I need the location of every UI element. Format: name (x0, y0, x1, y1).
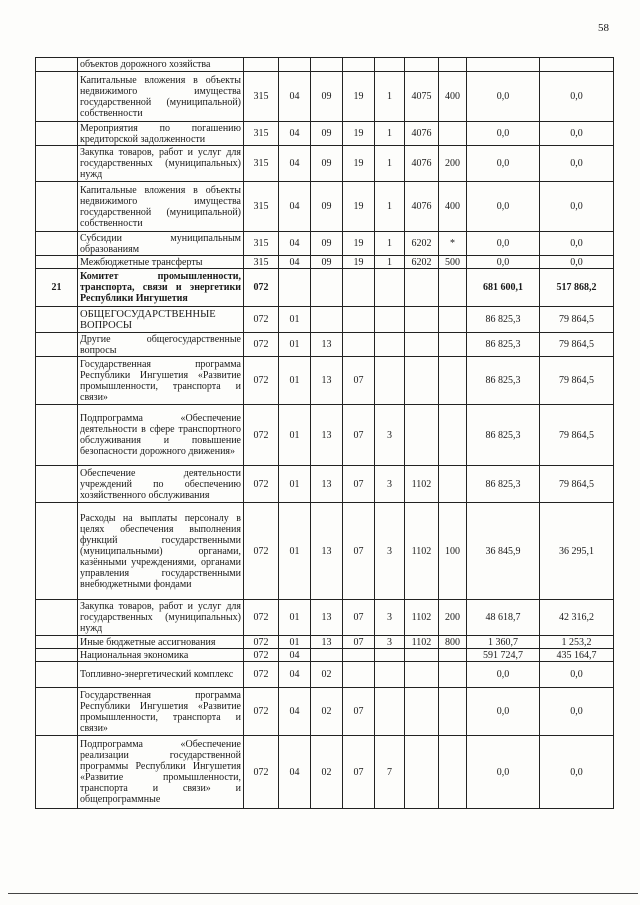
amount-actual-cell: 79 864,5 (540, 333, 614, 357)
expense-name-cell: Субсидии муниципальным образованиям (78, 232, 244, 256)
section-code-cell: 04 (279, 688, 311, 736)
section-code-cell: 01 (279, 357, 311, 405)
amount-plan-cell: 86 825,3 (467, 466, 540, 503)
table-row (36, 232, 614, 256)
subsection-code-cell: 13 (311, 357, 343, 405)
ministry-code-cell: 072 (244, 662, 279, 688)
subsection-code-cell: 13 (311, 503, 343, 600)
subsection-code-cell: 09 (311, 232, 343, 256)
table-row (36, 636, 614, 649)
section-code-cell: 01 (279, 636, 311, 649)
expense-type-code-cell: 400 (439, 182, 467, 232)
expense-name-cell: Комитет промышленности, транспорта, связи и энергетики Республики Ингушетия (78, 269, 244, 307)
amount-actual-cell: 79 864,5 (540, 405, 614, 466)
expense-type-code-cell: * (439, 232, 467, 256)
amount-actual-cell: 79 864,5 (540, 307, 614, 333)
program-code-cell: 07 (343, 600, 375, 636)
expense-type-code-cell (439, 466, 467, 503)
ministry-code-cell: 072 (244, 466, 279, 503)
amount-actual-cell: 0,0 (540, 256, 614, 269)
expense-type-code-cell (439, 662, 467, 688)
target-code-cell (405, 269, 439, 307)
amount-actual-cell: 517 868,2 (540, 269, 614, 307)
expense-type-code-cell: 200 (439, 600, 467, 636)
table-row (36, 600, 614, 636)
section-code-cell: 01 (279, 333, 311, 357)
amount-plan-cell: 591 724,7 (467, 649, 540, 662)
expense-name-cell: Закупка товаров, работ и услуг для государственных (муниципальных) нужд (78, 600, 244, 636)
page-number: 58 (598, 22, 609, 34)
row-index-cell (36, 503, 78, 600)
ministry-code-cell: 072 (244, 357, 279, 405)
expense-name-cell: Топливно-энергетический комплекс (78, 662, 244, 688)
target-code-cell (405, 58, 439, 72)
expense-type-code-cell (439, 736, 467, 809)
amount-actual-cell: 0,0 (540, 688, 614, 736)
target-code-cell: 4076 (405, 182, 439, 232)
section-code-cell: 04 (279, 232, 311, 256)
table-row (36, 122, 614, 146)
target-code-cell: 1102 (405, 466, 439, 503)
section-code-cell: 04 (279, 182, 311, 232)
subprogram-code-cell (375, 269, 405, 307)
expense-name-cell: Национальная экономика (78, 649, 244, 662)
target-code-cell: 4076 (405, 146, 439, 182)
expense-name-cell: Другие общегосударственные вопросы (78, 333, 244, 357)
expense-type-code-cell: 100 (439, 503, 467, 600)
amount-plan-cell: 0,0 (467, 146, 540, 182)
subsection-code-cell (311, 269, 343, 307)
section-code-cell: 04 (279, 736, 311, 809)
section-code-cell: 04 (279, 662, 311, 688)
target-code-cell (405, 688, 439, 736)
subprogram-code-cell (375, 58, 405, 72)
amount-actual-cell: 36 295,1 (540, 503, 614, 600)
target-code-cell: 1102 (405, 503, 439, 600)
row-index-cell (36, 405, 78, 466)
subprogram-code-cell (375, 333, 405, 357)
subprogram-code-cell: 3 (375, 405, 405, 466)
section-code-cell: 01 (279, 600, 311, 636)
subsection-code-cell: 02 (311, 736, 343, 809)
program-code-cell (343, 307, 375, 333)
expense-type-code-cell (439, 333, 467, 357)
expense-type-code-cell (439, 307, 467, 333)
amount-plan-cell (467, 58, 540, 72)
amount-plan-cell: 0,0 (467, 182, 540, 232)
subprogram-code-cell: 3 (375, 466, 405, 503)
table-row (36, 466, 614, 503)
row-index-cell (36, 636, 78, 649)
table-row (36, 146, 614, 182)
target-code-cell (405, 649, 439, 662)
amount-actual-cell: 1 253,2 (540, 636, 614, 649)
ministry-code-cell: 315 (244, 256, 279, 269)
program-code-cell (343, 649, 375, 662)
row-index-cell (36, 333, 78, 357)
table-row (36, 333, 614, 357)
ministry-code-cell: 315 (244, 72, 279, 122)
expense-name-cell: Обеспечение деятельности учреждений по обеспечению хозяйственного обслуживания (78, 466, 244, 503)
subprogram-code-cell (375, 688, 405, 736)
ministry-code-cell: 072 (244, 649, 279, 662)
row-index-cell: 21 (36, 269, 78, 307)
section-code-cell (279, 58, 311, 72)
amount-actual-cell: 0,0 (540, 736, 614, 809)
row-index-cell (36, 307, 78, 333)
subsection-code-cell: 13 (311, 636, 343, 649)
amount-actual-cell: 0,0 (540, 662, 614, 688)
program-code-cell: 07 (343, 503, 375, 600)
amount-plan-cell: 0,0 (467, 72, 540, 122)
amount-plan-cell: 0,0 (467, 122, 540, 146)
subsection-code-cell: 13 (311, 466, 343, 503)
table-row (36, 269, 614, 307)
expense-name-cell: Расходы на выплаты персоналу в целях обеспечения выполнения функций государственными (муниципальными) органами, казёнными учреждениями, органами управления государственными внебюджетными фондами (78, 503, 244, 600)
row-index-cell (36, 600, 78, 636)
expense-type-code-cell: 400 (439, 72, 467, 122)
amount-actual-cell: 79 864,5 (540, 466, 614, 503)
subprogram-code-cell: 3 (375, 636, 405, 649)
table-row (36, 307, 614, 333)
expense-name-cell: Государственная программа Республики Ингушетия «Развитие промышленности, транспорта и связи» (78, 357, 244, 405)
ministry-code-cell (244, 58, 279, 72)
section-code-cell: 04 (279, 256, 311, 269)
program-code-cell (343, 269, 375, 307)
table-row (36, 182, 614, 232)
program-code-cell (343, 662, 375, 688)
section-code-cell: 01 (279, 307, 311, 333)
program-code-cell: 19 (343, 146, 375, 182)
subsection-code-cell: 09 (311, 122, 343, 146)
row-index-cell (36, 232, 78, 256)
section-code-cell: 04 (279, 649, 311, 662)
target-code-cell: 6202 (405, 232, 439, 256)
ministry-code-cell: 072 (244, 503, 279, 600)
ministry-code-cell: 072 (244, 307, 279, 333)
budget-table-body (36, 58, 614, 809)
amount-actual-cell: 0,0 (540, 182, 614, 232)
ministry-code-cell: 072 (244, 269, 279, 307)
table-row (36, 503, 614, 600)
program-code-cell: 19 (343, 72, 375, 122)
target-code-cell (405, 357, 439, 405)
subsection-code-cell: 02 (311, 662, 343, 688)
subprogram-code-cell: 1 (375, 182, 405, 232)
amount-plan-cell: 86 825,3 (467, 307, 540, 333)
ministry-code-cell: 315 (244, 122, 279, 146)
row-index-cell (36, 736, 78, 809)
program-code-cell: 07 (343, 357, 375, 405)
expense-type-code-cell (439, 269, 467, 307)
expense-type-code-cell: 200 (439, 146, 467, 182)
program-code-cell (343, 58, 375, 72)
table-row (36, 662, 614, 688)
ministry-code-cell: 072 (244, 600, 279, 636)
subsection-code-cell (311, 307, 343, 333)
expense-type-code-cell: 800 (439, 636, 467, 649)
table-row (36, 256, 614, 269)
program-code-cell: 07 (343, 636, 375, 649)
subprogram-code-cell: 7 (375, 736, 405, 809)
expense-name-cell: Подпрограмма «Обеспечение реализации государственной программы Республики Ингушетия «Развитие промышленности, транспорта и связи» и общепрограммные (78, 736, 244, 809)
target-code-cell: 1102 (405, 636, 439, 649)
amount-actual-cell (540, 58, 614, 72)
ministry-code-cell: 315 (244, 182, 279, 232)
table-row (36, 72, 614, 122)
ministry-code-cell: 072 (244, 333, 279, 357)
expense-name-cell: Подпрограмма «Обеспечение деятельности в сфере транспортного обслуживания и повышение безопасности дорожного движения» (78, 405, 244, 466)
amount-actual-cell: 79 864,5 (540, 357, 614, 405)
target-code-cell: 4076 (405, 122, 439, 146)
row-index-cell (36, 146, 78, 182)
expense-type-code-cell (439, 649, 467, 662)
expense-name-cell: Капитальные вложения в объекты недвижимого имущества государственной (муниципальной) собственности (78, 182, 244, 232)
subsection-code-cell: 13 (311, 405, 343, 466)
table-row (36, 688, 614, 736)
ministry-code-cell: 315 (244, 232, 279, 256)
row-index-cell (36, 72, 78, 122)
amount-actual-cell: 435 164,7 (540, 649, 614, 662)
subprogram-code-cell: 1 (375, 122, 405, 146)
amount-plan-cell: 0,0 (467, 662, 540, 688)
expense-type-code-cell (439, 688, 467, 736)
subsection-code-cell: 09 (311, 146, 343, 182)
ministry-code-cell: 072 (244, 688, 279, 736)
subprogram-code-cell: 1 (375, 232, 405, 256)
expense-name-cell: Иные бюджетные ассигнования (78, 636, 244, 649)
subprogram-code-cell: 1 (375, 146, 405, 182)
section-code-cell: 04 (279, 72, 311, 122)
amount-actual-cell: 0,0 (540, 232, 614, 256)
subprogram-code-cell: 1 (375, 256, 405, 269)
subsection-code-cell (311, 58, 343, 72)
program-code-cell: 19 (343, 256, 375, 269)
section-code-cell: 01 (279, 405, 311, 466)
subsection-code-cell: 09 (311, 182, 343, 232)
table-row (36, 649, 614, 662)
subprogram-code-cell: 3 (375, 503, 405, 600)
bottom-divider (8, 893, 638, 894)
program-code-cell: 19 (343, 122, 375, 146)
ministry-code-cell: 072 (244, 636, 279, 649)
amount-actual-cell: 42 316,2 (540, 600, 614, 636)
amount-plan-cell: 86 825,3 (467, 357, 540, 405)
amount-plan-cell: 36 845,9 (467, 503, 540, 600)
subprogram-code-cell (375, 662, 405, 688)
expense-name-cell: объектов дорожного хозяйства (78, 58, 244, 72)
amount-plan-cell: 48 618,7 (467, 600, 540, 636)
program-code-cell: 07 (343, 736, 375, 809)
subsection-code-cell: 02 (311, 688, 343, 736)
expense-type-code-cell (439, 357, 467, 405)
expense-name-cell: Мероприятия по погашению кредиторской задолженности (78, 122, 244, 146)
row-index-cell (36, 58, 78, 72)
expense-name-cell: Закупка товаров, работ и услуг для государственных (муниципальных) нужд (78, 146, 244, 182)
subprogram-code-cell: 3 (375, 600, 405, 636)
amount-plan-cell: 0,0 (467, 688, 540, 736)
row-index-cell (36, 122, 78, 146)
amount-plan-cell: 0,0 (467, 232, 540, 256)
program-code-cell: 19 (343, 182, 375, 232)
section-code-cell: 01 (279, 466, 311, 503)
expense-name-cell: Капитальные вложения в объекты недвижимого имущества государственной (муниципальной) собственности (78, 72, 244, 122)
expense-name-cell: Межбюджетные трансферты (78, 256, 244, 269)
table-row (36, 736, 614, 809)
expense-type-code-cell (439, 58, 467, 72)
program-code-cell: 07 (343, 688, 375, 736)
amount-plan-cell: 1 360,7 (467, 636, 540, 649)
row-index-cell (36, 256, 78, 269)
row-index-cell (36, 182, 78, 232)
row-index-cell (36, 357, 78, 405)
expense-type-code-cell (439, 122, 467, 146)
amount-plan-cell: 0,0 (467, 256, 540, 269)
amount-actual-cell: 0,0 (540, 122, 614, 146)
amount-plan-cell: 86 825,3 (467, 333, 540, 357)
target-code-cell: 6202 (405, 256, 439, 269)
ministry-code-cell: 072 (244, 405, 279, 466)
target-code-cell (405, 662, 439, 688)
row-index-cell (36, 688, 78, 736)
program-code-cell: 19 (343, 232, 375, 256)
amount-plan-cell: 86 825,3 (467, 405, 540, 466)
row-index-cell (36, 649, 78, 662)
subsection-code-cell: 13 (311, 600, 343, 636)
expense-type-code-cell: 500 (439, 256, 467, 269)
program-code-cell: 07 (343, 466, 375, 503)
expense-name-cell: Государственная программа Республики Ингушетия «Развитие промышленности, транспорта и связи» (78, 688, 244, 736)
subprogram-code-cell (375, 307, 405, 333)
amount-actual-cell: 0,0 (540, 72, 614, 122)
section-code-cell: 04 (279, 122, 311, 146)
subprogram-code-cell (375, 357, 405, 405)
amount-plan-cell: 0,0 (467, 736, 540, 809)
ministry-code-cell: 315 (244, 146, 279, 182)
section-code-cell: 04 (279, 146, 311, 182)
target-code-cell: 4075 (405, 72, 439, 122)
subsection-code-cell (311, 649, 343, 662)
section-code-cell (279, 269, 311, 307)
subsection-code-cell: 13 (311, 333, 343, 357)
row-index-cell (36, 466, 78, 503)
table-row (36, 58, 614, 72)
subprogram-code-cell: 1 (375, 72, 405, 122)
ministry-code-cell: 072 (244, 736, 279, 809)
subsection-code-cell: 09 (311, 72, 343, 122)
subprogram-code-cell (375, 649, 405, 662)
amount-plan-cell: 681 600,1 (467, 269, 540, 307)
table-row (36, 357, 614, 405)
table-row (36, 405, 614, 466)
target-code-cell (405, 333, 439, 357)
section-code-cell: 01 (279, 503, 311, 600)
budget-table (35, 57, 614, 809)
program-code-cell: 07 (343, 405, 375, 466)
program-code-cell (343, 333, 375, 357)
target-code-cell: 1102 (405, 600, 439, 636)
expense-name-cell: ОБЩЕГОСУДАРСТВЕННЫЕ ВОПРОСЫ (78, 307, 244, 333)
row-index-cell (36, 662, 78, 688)
expense-type-code-cell (439, 405, 467, 466)
subsection-code-cell: 09 (311, 256, 343, 269)
target-code-cell (405, 736, 439, 809)
target-code-cell (405, 405, 439, 466)
amount-actual-cell: 0,0 (540, 146, 614, 182)
target-code-cell (405, 307, 439, 333)
